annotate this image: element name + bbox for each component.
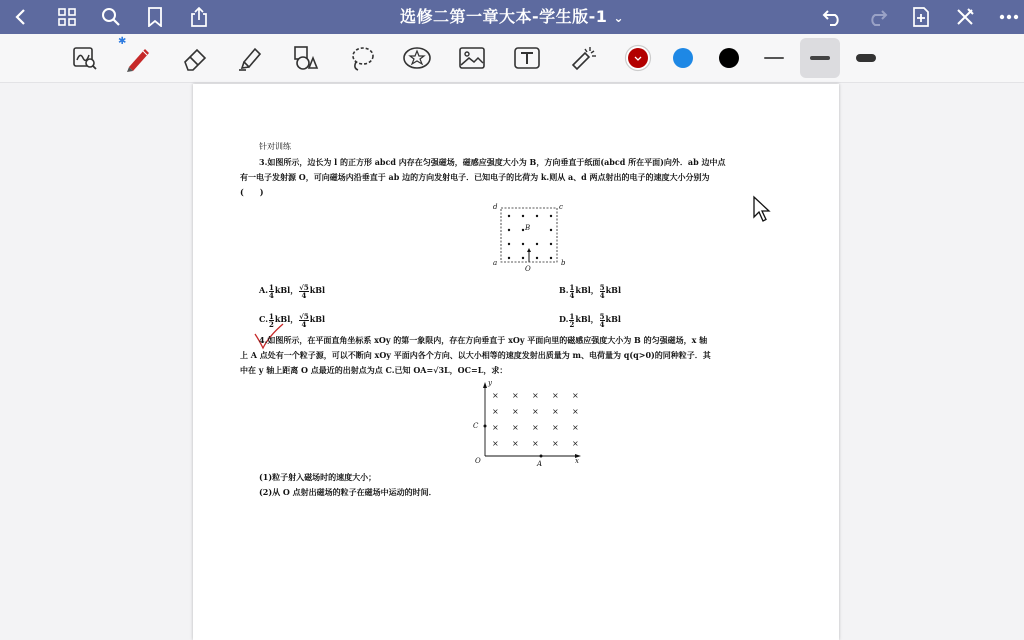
q4-label-c: C [473, 422, 479, 430]
field-dot [550, 257, 552, 259]
q3-option-b[interactable]: B. $\frac{1}{4}$ kBl， $\frac{5}{4}$ kBl [559, 282, 621, 300]
field-dot [522, 229, 524, 231]
field-dot [522, 215, 524, 217]
field-cross-mark: × [572, 423, 579, 432]
q4-line-2: 上 A 点处有一个粒子源，可以不断向 xOy 平面内各个方向、以大小相等的速度发射出质量为 m、电荷量为 q(q>0)的同种粒子．其 [240, 350, 711, 360]
q3-label-b: b [561, 259, 566, 267]
field-cross-mark: × [492, 439, 499, 448]
q4-coordinate-field-diagram [475, 380, 585, 466]
q4-line-3: 中在 y 轴上距离 O 点最近的出射点为点 C.已知 OA=√3L，OC=L，求： [240, 365, 508, 375]
field-cross-mark: × [552, 423, 559, 432]
q3-line-2: 有一电子发射源 O，可向磁场内沿垂直于 ab 边的方向发射电子．已知电子的比荷为 k.则从 a、d 两点射出的电子的速度大小分别为 [240, 172, 710, 182]
q4-label-o: O [475, 457, 481, 465]
document-page[interactable] [193, 84, 839, 640]
field-dot [536, 243, 538, 245]
field-cross-mark: × [572, 439, 579, 448]
bluetooth-icon: ✱ [118, 36, 127, 47]
document-title-text: 选修二第一章大本-学生版-1 [399, 7, 608, 26]
field-cross-mark: × [552, 407, 559, 416]
field-dot [508, 229, 510, 231]
q4-label-x: x [575, 457, 579, 465]
field-dot [508, 257, 510, 259]
color-swatch-blue[interactable] [663, 38, 703, 78]
q4-label-y: y [488, 379, 492, 387]
q4-sub-question-2: (2)从 O 点射出磁场的粒子在磁场中运动的时间． [259, 487, 437, 497]
undo-icon[interactable] [816, 0, 850, 34]
eraser-tool-icon[interactable] [175, 38, 215, 78]
q3-line-1: 3.如图所示，边长为 l 的正方形 abcd 内存在匀强磁场，磁感应强度大小为 B，方向垂直于纸面(abcd 所在平面)向外．ab 边中点 [259, 157, 726, 167]
q4-line-1: 4.如图所示，在平面直角坐标系 xOy 的第一象限内，存在方向垂直于 xOy 平面向里的磁感应强度大小为 B 的匀强磁场，x 轴 [259, 335, 708, 345]
field-cross-mark: × [492, 423, 499, 432]
top-bar [0, 0, 1024, 34]
text-tool-icon[interactable] [507, 38, 547, 78]
sticker-tool-icon[interactable] [397, 38, 437, 78]
add-page-icon[interactable] [904, 0, 938, 34]
q4-label-a: A [537, 460, 543, 468]
q3-label-c: c [559, 203, 563, 211]
field-cross-mark: × [552, 391, 559, 400]
q3-label-b-field: B [525, 224, 531, 232]
mouse-cursor-icon [752, 195, 772, 223]
field-cross-mark: × [512, 391, 519, 400]
stroke-thick-button[interactable] [846, 38, 886, 78]
field-cross-mark: × [512, 439, 519, 448]
field-cross-mark: × [552, 439, 559, 448]
q3-option-a[interactable]: A. $\frac{1}{4}$ kBl， $\frac{√5}{4}$ kBl [259, 282, 326, 300]
q3-label-a: a [493, 259, 498, 267]
q3-option-d[interactable]: D. $\frac{1}{2}$ kBl， $\frac{5}{4}$ kBl [559, 311, 621, 329]
field-cross-mark: × [572, 391, 579, 400]
field-cross-mark: × [532, 423, 539, 432]
image-tool-icon[interactable] [452, 38, 492, 78]
field-dot [522, 243, 524, 245]
field-dot [550, 243, 552, 245]
field-dot [536, 215, 538, 217]
title-dropdown-chevron-icon[interactable]: ⌄ [613, 11, 625, 25]
field-dot [522, 257, 524, 259]
q3-label-o: O [525, 265, 531, 273]
field-cross-mark: × [532, 439, 539, 448]
field-dot [508, 243, 510, 245]
q3-line-3: ( ) [240, 187, 264, 197]
field-dot [508, 215, 510, 217]
field-cross-mark: × [492, 407, 499, 416]
color-swatch-black[interactable] [709, 38, 749, 78]
shapes-tool-icon[interactable] [286, 38, 326, 78]
stroke-medium-button[interactable] [800, 38, 840, 78]
field-cross-mark: × [532, 391, 539, 400]
highlighter-tool-icon[interactable] [230, 38, 270, 78]
lasso-zoom-tool-icon[interactable] [65, 38, 105, 78]
q4-sub-question-1: (1)粒子射入磁场时的速度大小； [259, 472, 377, 482]
q3-option-c[interactable]: C. $\frac{1}{2}$ kBl， $\frac{√5}{4}$ kBl [259, 311, 326, 329]
field-cross-mark: × [512, 407, 519, 416]
more-icon[interactable] [992, 0, 1024, 34]
color-swatch-red[interactable] [618, 38, 658, 78]
section-title: 针对训练 [259, 142, 291, 151]
annotation-toolbar [0, 34, 1024, 83]
close-pen-icon[interactable] [948, 0, 982, 34]
field-cross-mark: × [572, 407, 579, 416]
q3-label-d: d [493, 203, 498, 211]
field-dot [536, 257, 538, 259]
laser-pointer-tool-icon[interactable] [563, 38, 603, 78]
field-cross-mark: × [532, 407, 539, 416]
field-cross-mark: × [512, 423, 519, 432]
lasso-select-tool-icon[interactable] [342, 38, 382, 78]
field-cross-mark: × [492, 391, 499, 400]
field-dot [550, 229, 552, 231]
stroke-thin-button[interactable] [754, 38, 794, 78]
pen-tool-icon[interactable] [118, 38, 158, 78]
field-dot [550, 215, 552, 217]
redo-icon[interactable] [860, 0, 894, 34]
